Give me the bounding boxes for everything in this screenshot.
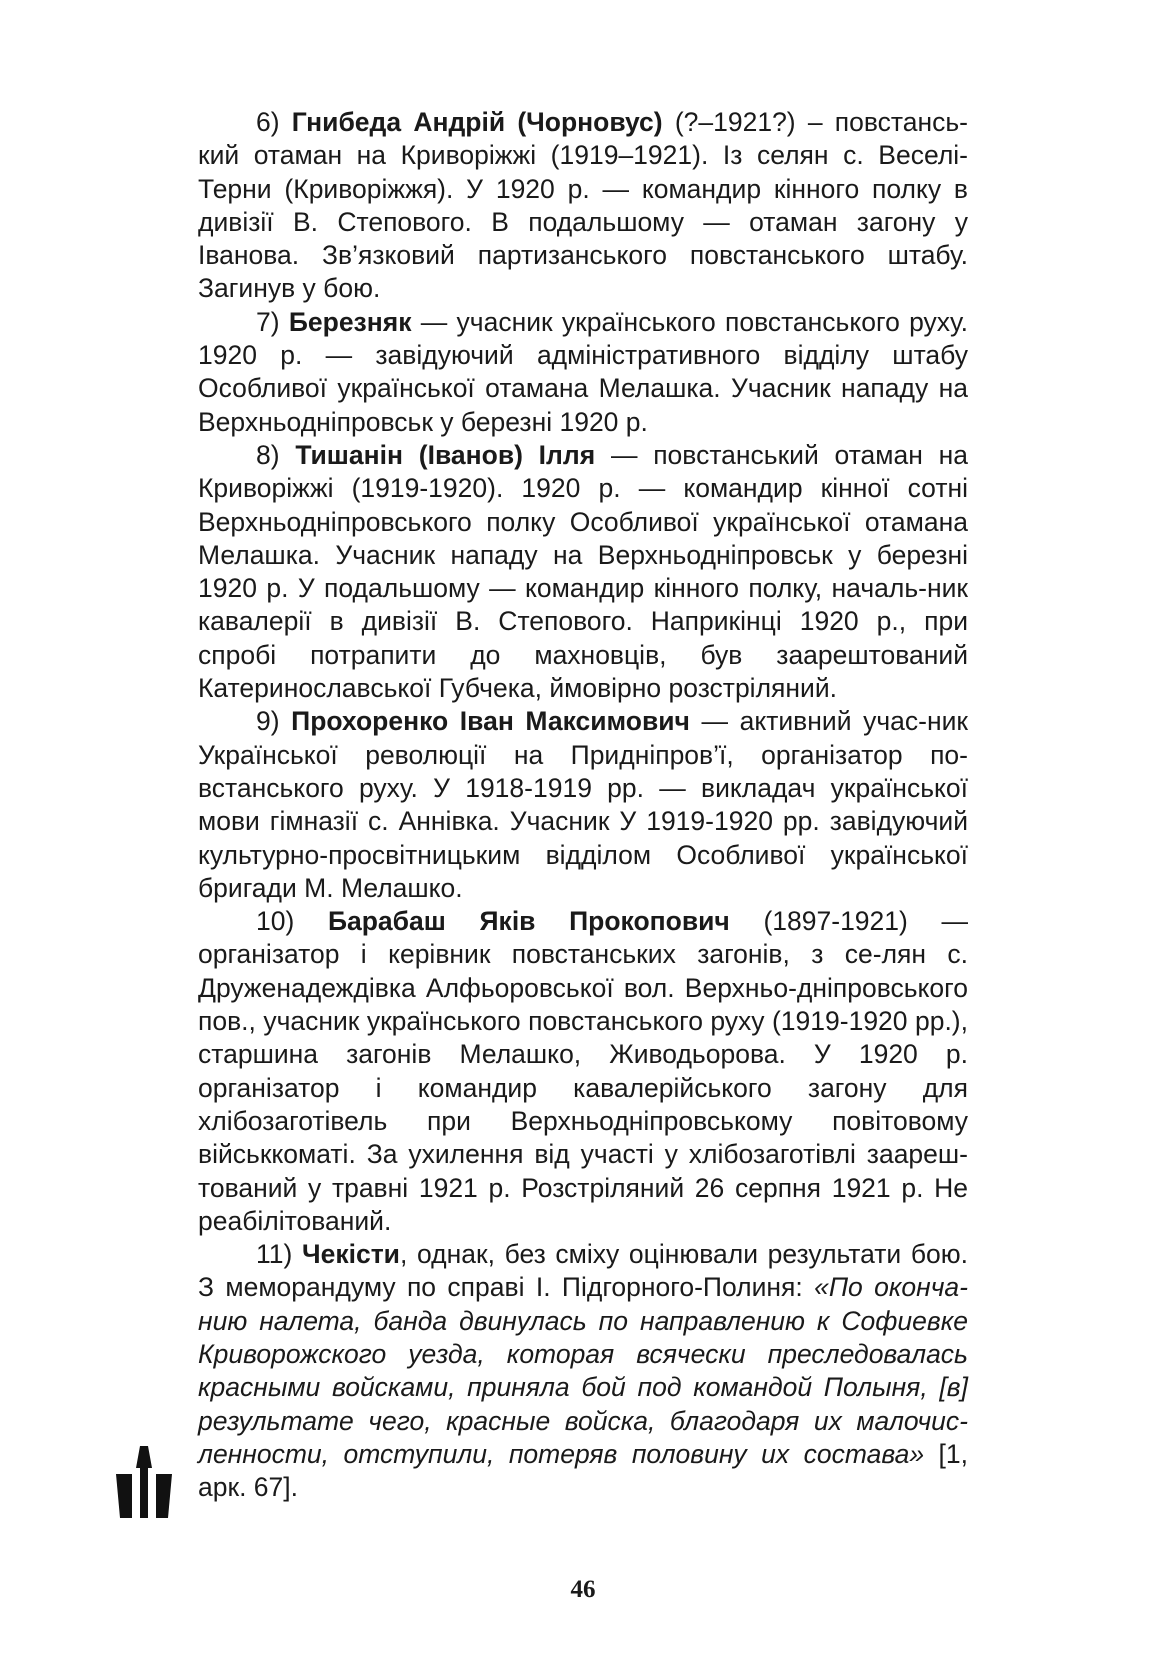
footnote-number: 6) [256,107,292,137]
page-number: 46 [570,1576,596,1603]
footnote-11 [198,1238,968,1504]
footnote-9 [198,705,968,905]
person-name: Гнибеда Андрій (Чорновус) [291,107,663,137]
person-name: Тишанін (Іванов) Ілля [295,439,596,470]
footnote-text: (?–1921?) – повстансь-кий отаман на Криворіжжі (1919–1921). Із селян с. Веселі-Терни (Криворіжжя). У 1920 р. — командир кінного полку в дивізії В. Степового. В подальшому — отаман загону у Іванова. Зв’язковий партизанського повстанського штабу. Загинув у бою. [198,107,968,304]
footnote-10 [198,905,968,1238]
footnote-number: 8) [256,439,296,470]
footnote-text: (1897-1921) — організатор і керівник повстанських загонів, з се-лян с. Друженадеждівка Алфьоровської вол. Верхньо-дніпровського пов., учасник українського повстанського руху (1919-1920 рр.), старшина загонів Мелашко, Живодьорова. У 1920 р. організатор і командир кавалерійського загону для хлібозаготівель при Верхньодніпровському повітовому військкоматі. За ухилення від участі у хлібозаготівлі заареш-тований у травні 1921 р. Розстріляний 26 серпня 1921 р. Не реабілітований. [198,906,968,1236]
person-name: Барабаш Яків Прокопович [327,906,730,937]
footnote-6 [198,106,968,306]
citation-reference: [1, арк. 67]. [198,1438,968,1503]
archival-quote: «По оконча-нию налета, банда двинулась по направлению к Софиевке Криворожского уезда, которая всячески преследовалась красными войсками, приняла бой под командой Полыня, [в] результате чего, красные войска, благодаря их малочис-ленности, отступили, потеряв половину их состава» [198,1272,968,1469]
footnote-number: 11) [256,1239,302,1270]
term-name: Чекісти [301,1239,400,1270]
footnote-number: 10) [256,906,328,937]
publisher-mark-icon [112,1446,176,1518]
footnote-text: — повстанський отаман на Криворіжжі (1919-1920). 1920 р. — командир кінної сотні Верхньодніпровського полку Особливої української отамана Мелашка. Учасник нападу на Верхньодніпровськ у березні 1920 р. У подальшому — командир кінного полку, началь-ник кавалерії в дивізії В. Степового. Наприкінці 1920 р., при спробі потрапити до махновців, був заарештований Катеринославської Губчека, ймовірно розстріляний. [198,439,968,704]
footnote-text: , однак, без сміху оцінювали результати бою. З меморандуму по справі І. Підгорного-Полиня: [198,1239,968,1303]
footnote-7 [198,306,968,439]
footnote-8 [198,439,968,705]
footnote-text: — учасник українського повстанського руху. 1920 р. — завідуючий адміністративного відділу штабу Особливої української отамана Мелашка. Учасник нападу на Верхньодніпровськ у березні 1920 р. [198,306,968,437]
footnote-text: — активний учас-ник Української революції на Придніпров’ї, організатор по-встанського руху. У 1918-1919 рр. — викладач української мови гімназії с. Аннівка. Учасник У 1919-1920 рр. завідуючий культурно-просвітницьким відділом Особливої української бригади М. Мелашко. [198,706,968,903]
footnote-number: 7) [256,306,289,337]
footnote-number: 9) [256,706,292,737]
page-body [198,106,968,1504]
person-name: Березняк [288,306,412,337]
person-name: Прохоренко Іван Максимович [291,706,690,737]
